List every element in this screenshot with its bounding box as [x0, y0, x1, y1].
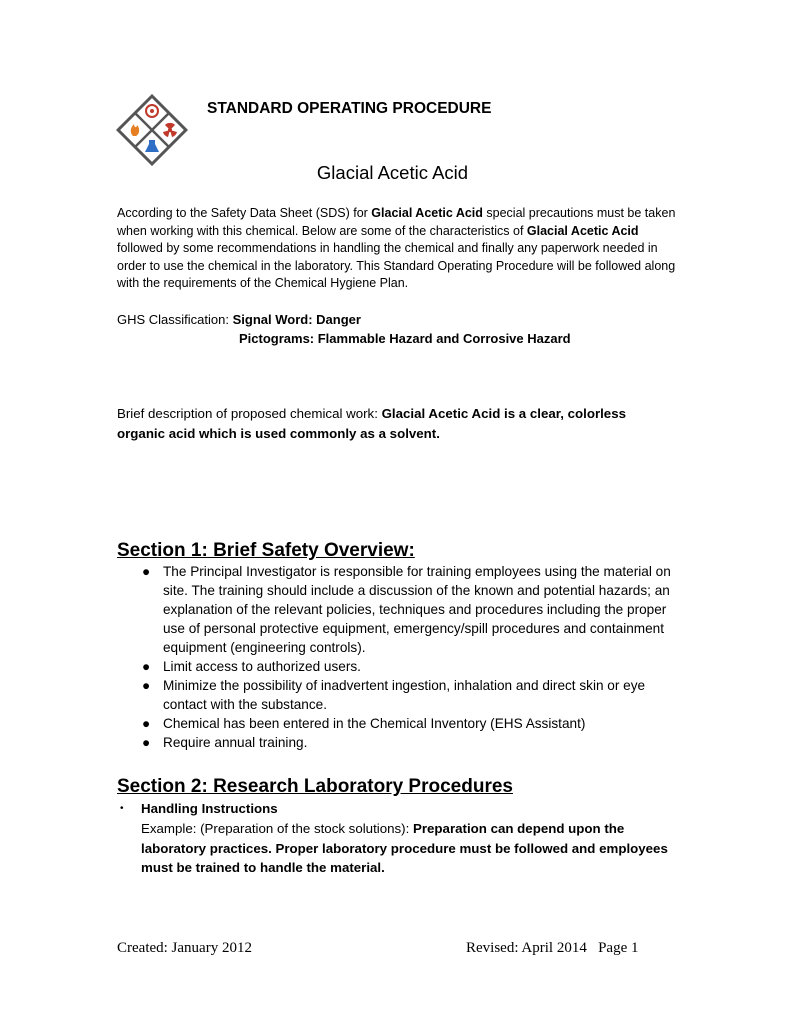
bullet-icon: ● — [142, 735, 151, 750]
intro-paragraph — [117, 205, 677, 293]
section-1-heading: Section 1: Brief Safety Overview: — [117, 540, 415, 561]
ghs-label: GHS Classification: — [117, 312, 233, 327]
handling-instructions-body — [141, 819, 681, 878]
bullet-icon: ● — [142, 678, 151, 693]
document-title-text: Glacial Acetic Acid — [316, 162, 469, 183]
ghs-signal-word: Signal Word: Danger — [232, 312, 361, 327]
bullet-icon: • — [120, 803, 124, 814]
example-text: Preparation can depend upon the laboratory practices. Proper laboratory procedure must be followed and employees must be trained to handle the material. — [141, 821, 668, 875]
bullet-icon: ● — [142, 564, 151, 579]
section-2-list — [117, 799, 677, 819]
bullet-icon: ● — [142, 716, 151, 731]
section-2-heading: Section 2: Research Laboratory Procedures — [117, 776, 513, 797]
ghs-row-pictograms — [117, 329, 677, 348]
intro-chemical-name-2: Glacial Acetic Acid — [526, 223, 639, 238]
brief-label: Brief description of proposed chemical work: — [117, 406, 382, 421]
list-item-text: Minimize the possibility of inadvertent ingestion, inhalation and direct skin or eye contact with the substance. — [163, 678, 646, 712]
list-item-text: Chemical has been entered in the Chemical Inventory (EHS Assistant) — [163, 716, 586, 731]
list-item — [117, 676, 677, 714]
hazard-diamond-icon — [116, 94, 188, 166]
list-item — [117, 562, 677, 657]
list-item — [117, 714, 677, 733]
list-item — [117, 733, 677, 752]
intro-chemical-name-1: Glacial Acetic Acid — [371, 206, 483, 220]
brief-description — [117, 404, 677, 443]
footer-created: Created: January 2012 — [117, 940, 252, 956]
list-item-text: Limit access to authorized users. — [163, 659, 361, 674]
list-item — [117, 799, 677, 819]
intro-text-1: According to the Safety Data Sheet (SDS) for — [117, 206, 372, 220]
document-title — [0, 162, 791, 184]
intro-text-3: followed by some recommendations in handling the chemical and finally any paperwork needed in order to use the chemical in the laboratory. This Standard Operating Procedure will be followed along with the requirements of the Chemical Hygiene Plan. — [117, 241, 676, 290]
ghs-classification — [117, 310, 677, 348]
example-label: Example: (Preparation of the stock solutions): — [141, 821, 413, 836]
list-item — [117, 657, 677, 676]
ghs-pictograms: Pictograms: Flammable Hazard and Corrosive Hazard — [239, 331, 571, 346]
list-item-text: The Principal Investigator is responsible for training employees using the material on site. The training should include a discussion of the known and potential hazards; an explanation of the relevant policies, techniques and procedures including the proper use of personal protective equipment, emergency/spill procedures and containment equipment (engineering controls). — [163, 564, 671, 655]
brief-text: Glacial Acetic Acid is a clear, colorless organic acid which is used commonly as a solvent. — [117, 406, 626, 441]
list-item-text: Require annual training. — [163, 735, 308, 750]
handling-title: Handling Instructions — [141, 801, 278, 816]
sop-title: STANDARD OPERATING PROCEDURE — [207, 100, 492, 117]
bullet-icon: ● — [142, 659, 151, 674]
ghs-row-signal — [117, 310, 677, 329]
footer-revised-page: Revised: April 2014 Page 1 — [466, 940, 639, 956]
section-1-list — [117, 562, 677, 752]
intro-text-2: special precautions must be taken when working with this chemical. Below are some of the characteristics of — [117, 206, 676, 238]
